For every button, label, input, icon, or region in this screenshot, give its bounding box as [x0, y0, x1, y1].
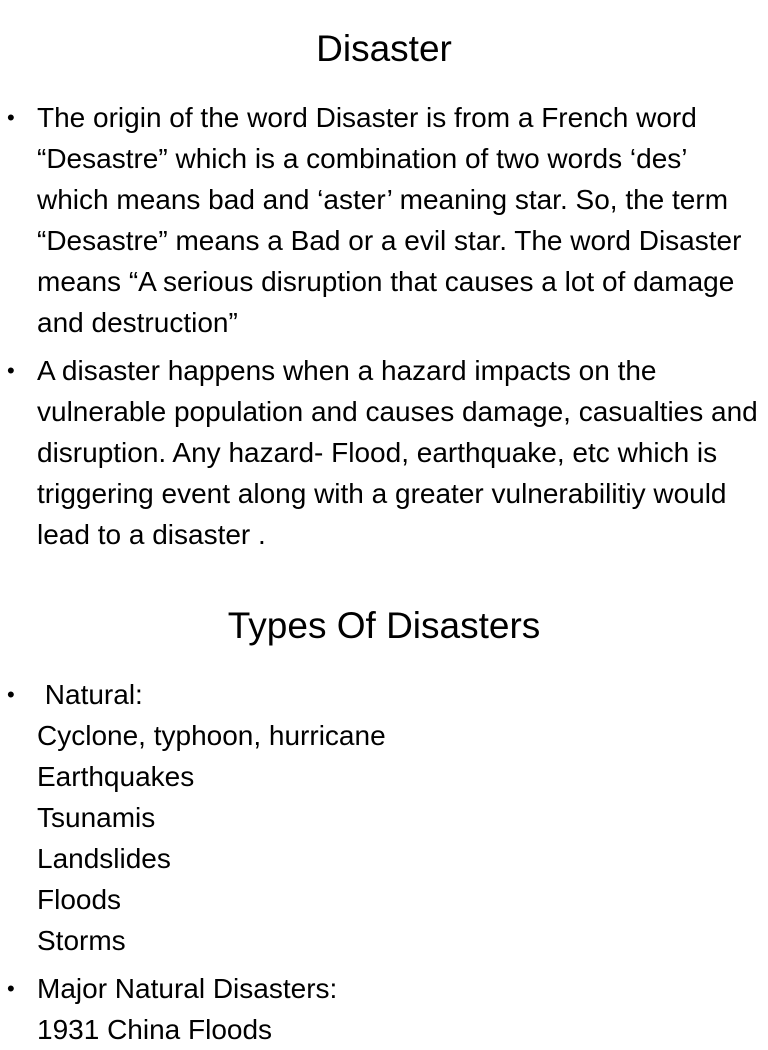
- list-item: [0, 97, 762, 343]
- bullet-text: The origin of the word Disaster is from a French word “Desastre” which is a combination of two words ‘des’ which means bad and ‘aster’ meaning star. So, the term “Desastre” means a Bad or a evil star. The word Disaster means “A serious disruption that causes a lot of damage and destruction”: [37, 102, 742, 338]
- section-title: Types Of Disasters: [227, 605, 541, 646]
- page-title: Disaster: [316, 28, 452, 69]
- list-item: [0, 674, 762, 961]
- natural-item: Cyclone, typhoon, hurricane: [37, 720, 386, 751]
- bullet-icon: •: [7, 358, 15, 383]
- list-item: [0, 968, 762, 1050]
- bullet-icon: •: [7, 682, 15, 707]
- major-heading: Major Natural Disasters:: [37, 973, 338, 1004]
- natural-item: Earthquakes: [37, 761, 195, 792]
- major-item: 1931 China Floods: [37, 1014, 273, 1045]
- natural-heading: Natural:: [37, 679, 143, 710]
- natural-item: Storms: [37, 925, 126, 956]
- natural-item: Landslides: [37, 843, 171, 874]
- bullet-list: [0, 97, 762, 555]
- bullet-text: A disaster happens when a hazard impacts on the vulnerable population and causes damage, casualties and disruption. Any hazard- Flood, earthquake, etc which is triggering event along with a greater vulnerabilitiy would lead to a disaster .: [37, 355, 758, 550]
- bullet-icon: •: [7, 105, 15, 130]
- natural-item: Floods: [37, 884, 122, 915]
- list-item: [0, 350, 762, 555]
- bullet-icon: •: [7, 976, 15, 1001]
- bullet-list: [0, 674, 762, 1050]
- natural-item: Tsunamis: [37, 802, 156, 833]
